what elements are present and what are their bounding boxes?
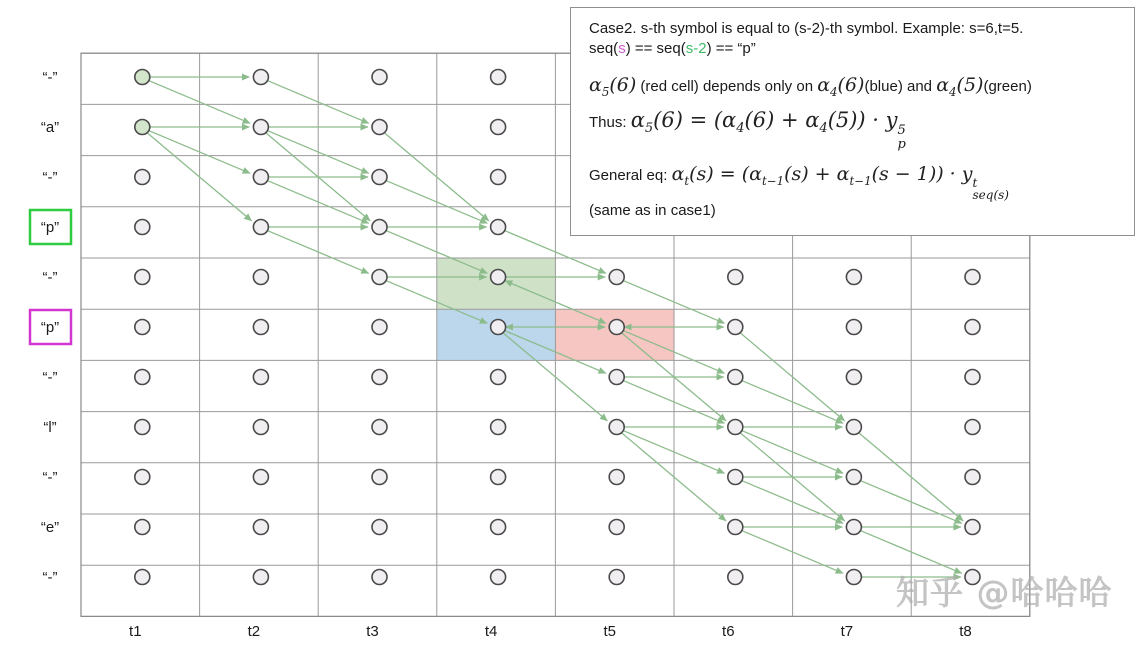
lattice-node [491,220,506,235]
annotation-math: $\alpha_4$ [817,74,838,99]
lattice-node [491,370,506,385]
lattice-node [253,570,268,585]
annotation-math: $\alpha_{t-1}$ [749,163,785,188]
row-label: “-” [42,369,58,386]
lattice-node [253,70,268,85]
annotation-math: (s) = ( [689,163,750,185]
lattice-node [372,370,387,385]
annotation-line-6 [589,202,716,219]
lattice-node [372,520,387,535]
lattice-node [491,270,506,285]
col-label: t4 [484,623,498,640]
annotation-text: ) == “p” [706,40,756,57]
annotation-text: Case2. s-th symbol is equal to (s-2)-th symbol. Example: s=6,t=5. [589,20,1024,37]
lattice-node [728,470,743,485]
col-label: t5 [603,623,616,640]
lattice-node [135,420,150,435]
annotation-math: (6) + [744,108,806,132]
row-label: “-” [42,69,58,86]
annotation-text: General eq: [589,167,672,184]
annotation-line-5 [589,163,1009,202]
lattice-node [253,420,268,435]
annotation-math-scripts: t seq(s) [972,175,1009,203]
lattice-node [253,120,268,135]
lattice-node [491,520,506,535]
lattice-node [728,570,743,585]
lattice-node [253,320,268,335]
lattice-node [609,270,624,285]
lattice-node-start [135,70,150,85]
lattice-node [372,470,387,485]
lattice-node [372,320,387,335]
lattice-node [846,320,861,335]
lattice-node [609,370,624,385]
lattice-node [253,170,268,185]
annotation-text: seq( [589,40,619,57]
lattice-node [846,270,861,285]
col-label: t1 [129,623,142,640]
lattice-node [135,570,150,585]
annotation-line-1 [589,20,1023,37]
annotation-math: (s − 1)) · [871,163,962,185]
annotation-math: $\alpha_4$ [805,108,828,137]
lattice-node [372,270,387,285]
annotation-text: Thus: [589,114,631,131]
lattice-node [609,470,624,485]
row-label: “l” [43,419,57,436]
annotation-line-4 [589,108,906,151]
annotation-math: (5)) · [827,108,886,132]
annotation-math: (6) [837,74,865,96]
annotation-math: $\alpha_4$ [722,108,745,137]
lattice-node [253,370,268,385]
row-label: “-” [42,469,58,486]
annotation-math: y [885,108,898,132]
annotation-math: (s) + [784,163,837,185]
row-label: “p” [40,219,60,236]
row-label: “a” [40,119,60,136]
annotation-colored-text: s [618,40,626,57]
lattice-node-start [135,120,150,135]
annotation-line-3 [589,74,1032,99]
lattice-node [728,520,743,535]
lattice-node [965,420,980,435]
lattice-node [491,470,506,485]
lattice-node [135,370,150,385]
lattice-node [372,170,387,185]
col-label: t2 [247,623,261,640]
annotation-math: (5) [956,74,984,96]
lattice-node [135,170,150,185]
lattice-node [135,220,150,235]
lattice-node [965,270,980,285]
annotation-math: $\alpha_4$ [936,74,957,99]
lattice-node [609,570,624,585]
annotation-text: (blue) and [864,78,937,95]
lattice-node [965,320,980,335]
lattice-node [728,320,743,335]
annotation-math: $\alpha_5$ [589,74,610,99]
lattice-node [728,270,743,285]
lattice-node [491,120,506,135]
row-label: “e” [40,519,60,536]
annotation-math: $\alpha_5$ [630,108,654,137]
lattice-node [372,420,387,435]
row-label: “-” [42,269,58,286]
lattice-node [135,470,150,485]
col-label: t6 [722,623,735,640]
annotation-math: $\alpha_{t-1}$ [836,163,872,188]
lattice-node [609,520,624,535]
annotation-text: (same as in case1) [589,202,716,219]
row-label: “-” [42,569,58,586]
lattice-node [846,370,861,385]
annotation-math: (6) [609,74,637,96]
lattice-node [372,220,387,235]
lattice-node [253,220,268,235]
lattice-node [728,370,743,385]
lattice-node [609,420,624,435]
annotation-math: y [961,163,973,185]
lattice-node [965,520,980,535]
annotation-text: (green) [983,78,1032,95]
col-label: t3 [366,623,379,640]
annotation-text: (red cell) depends only on [636,78,818,95]
col-label: t8 [959,623,972,640]
col-label: t7 [840,623,854,640]
lattice-node [491,420,506,435]
lattice-node [253,470,268,485]
annotation-math-scripts: 5 p [897,123,906,152]
lattice-node [491,170,506,185]
lattice-node [846,520,861,535]
row-label: “p” [40,319,60,336]
annotation-text: ) == seq( [625,40,686,57]
annotation-line-2 [589,40,756,57]
watermark: 知乎 @哈哈哈 [896,573,1113,612]
lattice-node [135,320,150,335]
annotation-math: (6) = ( [653,108,723,132]
lattice-node [491,570,506,585]
lattice-node [965,370,980,385]
annotation-math: $\alpha_t$ [671,163,690,188]
annotation-colored-text: s-2 [685,40,707,57]
lattice-node [253,520,268,535]
lattice-node [846,570,861,585]
lattice-node [135,270,150,285]
lattice-node [372,120,387,135]
lattice-node [372,70,387,85]
lattice-node [846,420,861,435]
lattice-node [609,320,624,335]
row-label: “-” [42,169,58,186]
lattice-node [253,270,268,285]
lattice-node [372,570,387,585]
lattice-node [491,70,506,85]
lattice-node [135,520,150,535]
lattice-node [846,470,861,485]
lattice-node [965,470,980,485]
annotation-box [570,7,1135,236]
lattice-node [728,420,743,435]
lattice-node [491,320,506,335]
